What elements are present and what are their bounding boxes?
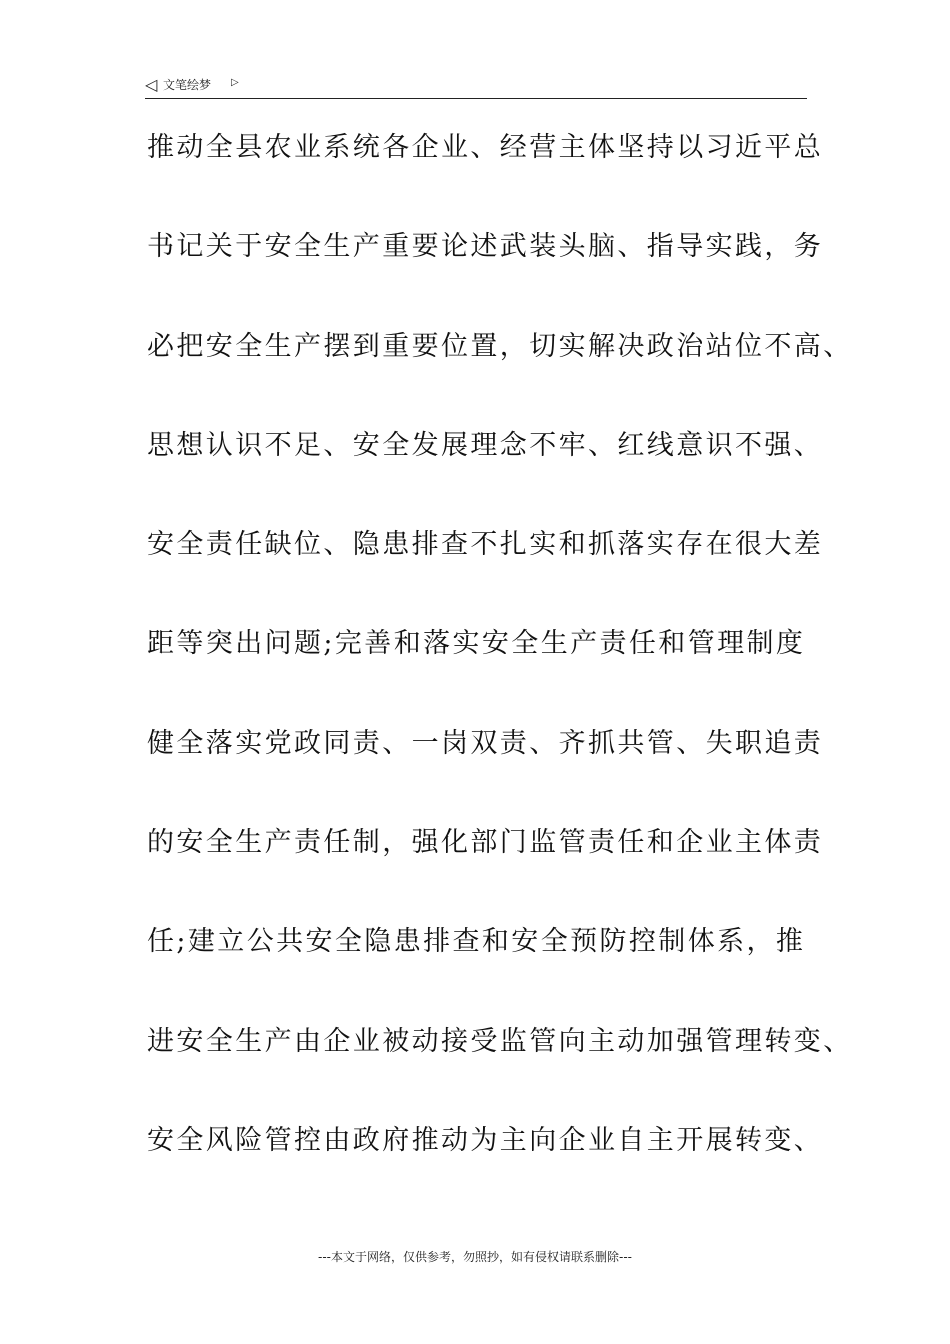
triangle-left-icon: ◁ [145,75,158,94]
text-line: 安全责任缺位、隐患排查不扎实和抓落实存在很大差 [147,529,824,561]
text-line: 任;建立公共安全隐患排查和安全预防控制体系，推 [147,926,806,958]
text-line: 书记关于安全生产重要论述武装头脑、指导实践，务 [147,231,824,263]
header-title: 文笔绘梦 [163,78,212,92]
text-line: 思想认识不足、安全发展理念不牢、红线意识不强、 [147,429,824,461]
text-line: 必把安全生产摆到重要位置，切实解决政治站位不高、 [147,330,853,362]
document-body [147,128,853,1220]
text-line: 距等突出问题;完善和落实安全生产责任和管理制度 [147,628,806,660]
footer-disclaimer: ---本文于网络，仅供参考，勿照抄，如有侵权请联系删除--- [318,1250,632,1264]
text-line: 推动全县农业系统各企业、经营主体坚持以习近平总 [147,132,824,163]
text-line: 进安全生产由企业被动接受监管向主动加强管理转变、 [147,1025,853,1057]
triangle-right-icon: ▷ [231,77,239,88]
text-line: 安全风险管控由政府推动为主向企业自主开展转变、 [147,1124,824,1156]
text-line: 的安全生产责任制，强化部门监管责任和企业主体责 [147,827,824,859]
page-header [145,74,807,99]
text-line: 健全落实党政同责、一岗双责、齐抓共管、失职追责 [147,727,824,759]
